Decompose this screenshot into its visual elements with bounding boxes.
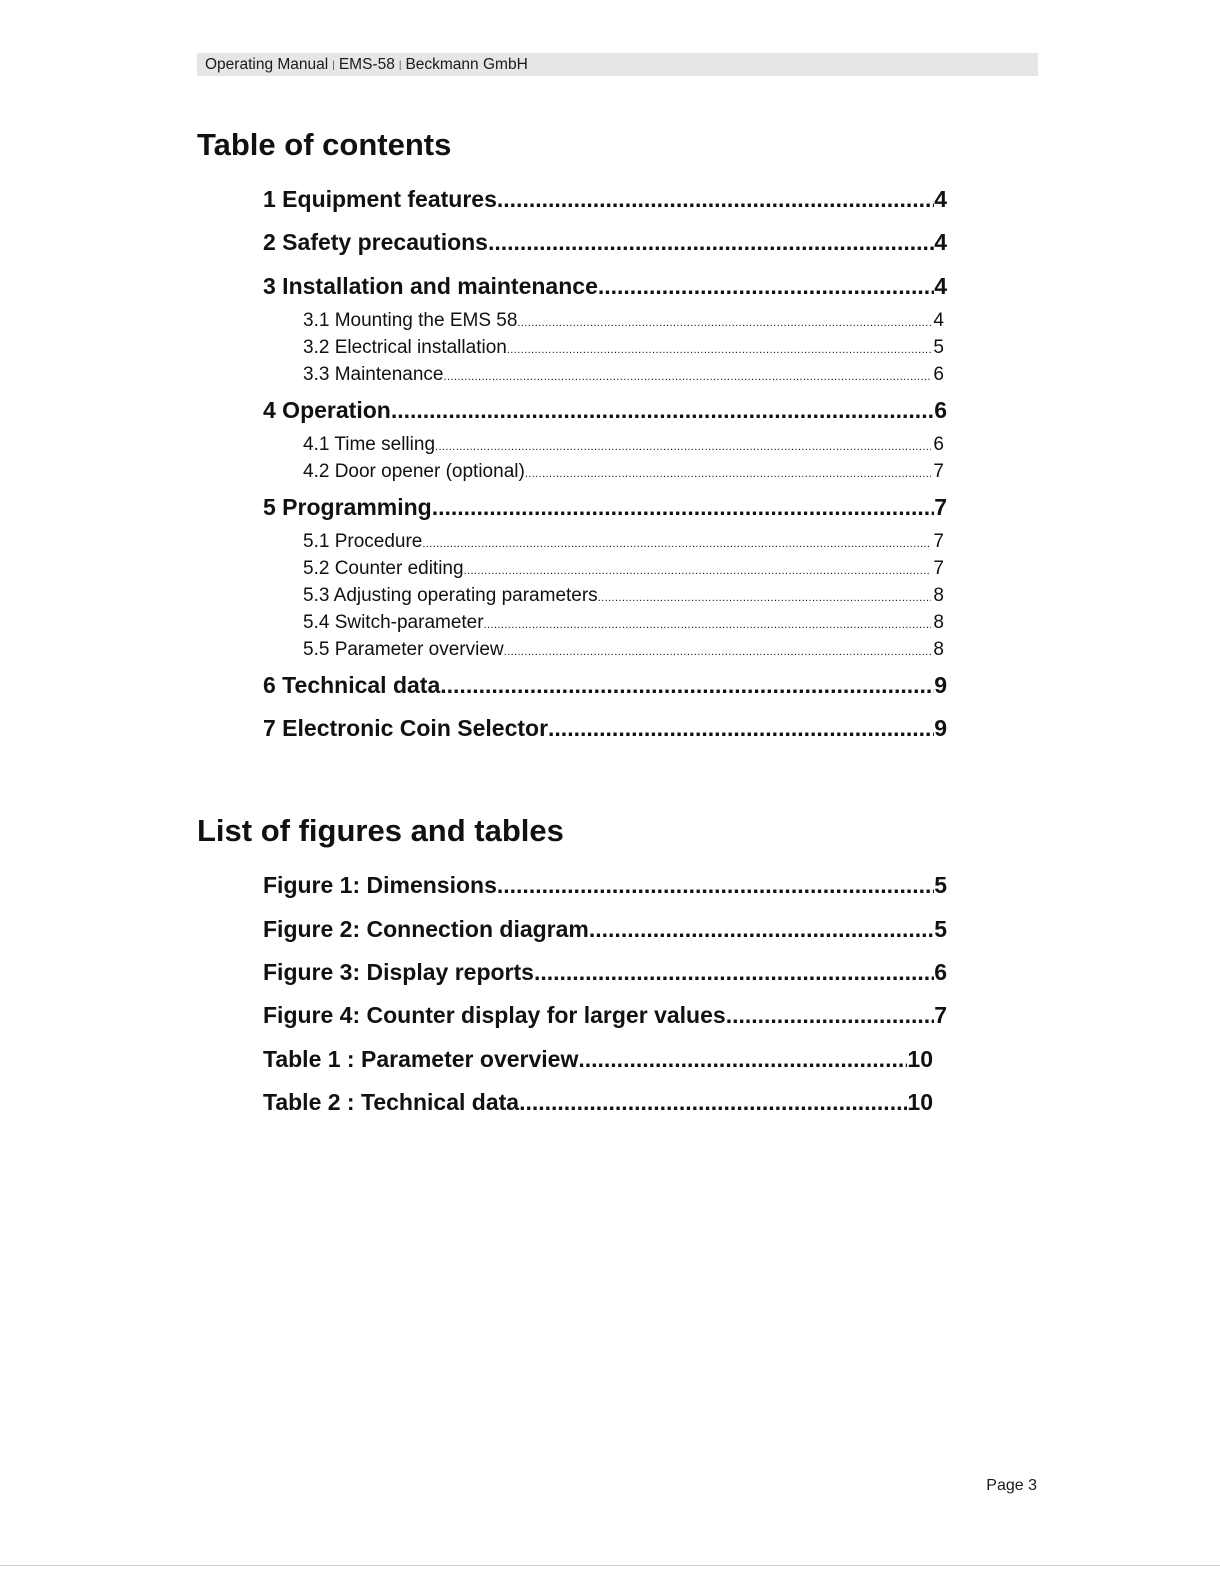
toc-entry-equipment-features[interactable]	[263, 184, 947, 214]
toc-entry-maintenance[interactable]	[303, 363, 944, 387]
toc-entry-mounting[interactable]	[303, 309, 944, 333]
toc-entry-page: 5	[933, 337, 944, 358]
toc-entry-label: 1 Equipment features	[263, 186, 497, 212]
figure-entry-connection-diagram[interactable]	[263, 914, 947, 944]
toc-entry-page: 7	[933, 531, 944, 552]
toc-entry-page: 9	[934, 672, 947, 698]
header-separator: |	[332, 60, 335, 71]
dot-leader	[578, 1044, 907, 1074]
table-entry-parameter-overview[interactable]	[263, 1044, 933, 1074]
toc-entry-operation[interactable]	[263, 395, 947, 425]
figure-entry-label: Figure 1: Dimensions	[263, 872, 497, 898]
toc-entry-page: 8	[933, 612, 944, 633]
figure-entry-counter-display[interactable]	[263, 1000, 947, 1030]
dot-leader	[589, 914, 934, 944]
toc-entry-label: 7 Electronic Coin Selector	[263, 715, 549, 741]
table-entry-page: 10	[907, 1046, 933, 1072]
toc-entry-page: 4	[934, 186, 947, 212]
running-header	[197, 53, 1038, 76]
toc-entry-page: 6	[933, 434, 944, 455]
dot-leader	[598, 586, 932, 608]
dot-leader	[598, 271, 934, 301]
toc-entry-label: 3.1 Mounting the EMS 58	[303, 310, 518, 331]
dot-leader	[432, 492, 934, 522]
toc-entry-installation-maintenance[interactable]	[263, 271, 947, 301]
dot-leader	[484, 613, 932, 635]
toc-entry-label: 3.3 Maintenance	[303, 364, 444, 385]
page-number: Page 3	[986, 1477, 1037, 1494]
header-company: Beckmann GmbH	[405, 56, 528, 73]
table-entry-technical-data[interactable]	[263, 1087, 933, 1117]
dot-leader	[444, 365, 932, 387]
dot-leader	[519, 1087, 907, 1117]
dot-leader	[391, 395, 934, 425]
dot-leader	[440, 670, 934, 700]
toc-entry-page: 7	[933, 558, 944, 579]
toc-entry-technical-data[interactable]	[263, 670, 947, 700]
toc-title: Table of contents	[197, 127, 452, 162]
toc-entry-page: 4	[934, 273, 947, 299]
table-entry-label: Table 2 : Technical data	[263, 1089, 520, 1115]
toc-entry-label: 4 Operation	[263, 397, 391, 423]
toc-entry-safety-precautions[interactable]	[263, 227, 947, 257]
header-document-type: Operating Manual	[205, 56, 329, 73]
toc-entry-page: 9	[934, 715, 947, 741]
dot-leader	[525, 462, 932, 484]
toc-entry-procedure[interactable]	[303, 530, 944, 554]
toc-entry-electronic-coin-selector[interactable]	[263, 713, 947, 743]
toc-entry-label: 5.4 Switch-parameter	[303, 612, 484, 633]
dot-leader	[726, 1000, 935, 1030]
figure-entry-label: Figure 2: Connection diagram	[263, 916, 589, 942]
toc-entry-label: 5.2 Counter editing	[303, 558, 464, 579]
figure-entry-page: 5	[934, 916, 947, 942]
toc-entry-label: 3.2 Electrical installation	[303, 337, 507, 358]
dot-leader	[534, 957, 934, 987]
toc-entry-label: 6 Technical data	[263, 672, 441, 698]
toc-entry-page: 4	[933, 310, 944, 331]
toc-entry-label: 5.1 Procedure	[303, 531, 423, 552]
figure-entry-label: Figure 4: Counter display for larger values	[263, 1002, 726, 1028]
toc-entry-electrical-installation[interactable]	[303, 336, 944, 360]
toc-entry-label: 5.3 Adjusting operating parameters	[303, 585, 598, 606]
dot-leader	[464, 559, 932, 581]
toc-entry-label: 3 Installation and maintenance	[263, 273, 598, 299]
toc-entry-page: 6	[934, 397, 947, 423]
toc-entry-page: 8	[933, 585, 944, 606]
table-entry-page: 10	[907, 1089, 933, 1115]
dot-leader	[548, 713, 934, 743]
header-separator: |	[398, 60, 402, 71]
dot-leader	[497, 870, 934, 900]
dot-leader	[488, 227, 934, 257]
toc-entry-programming[interactable]	[263, 492, 947, 522]
toc-entry-page: 8	[933, 639, 944, 660]
dot-leader	[517, 311, 931, 333]
toc-entry-counter-editing[interactable]	[303, 557, 944, 581]
figure-entry-page: 6	[934, 959, 947, 985]
toc-entry-label: 2 Safety precautions	[263, 229, 488, 255]
toc-entry-parameter-overview[interactable]	[303, 638, 944, 662]
figure-entry-dimensions[interactable]	[263, 870, 947, 900]
figure-entry-page: 7	[934, 1002, 947, 1028]
toc-entry-label: 5.5 Parameter overview	[303, 639, 504, 660]
dot-leader	[435, 435, 931, 457]
toc-entry-page: 6	[933, 364, 944, 385]
toc-entry-time-selling[interactable]	[303, 433, 944, 457]
toc-entry-label: 4.1 Time selling	[303, 434, 436, 455]
figure-entry-display-reports[interactable]	[263, 957, 947, 987]
page-bottom-edge	[0, 1565, 1220, 1566]
toc-entry-page: 7	[934, 494, 947, 520]
figures-title: List of figures and tables	[197, 813, 564, 848]
dot-leader	[497, 184, 934, 214]
toc-entry-page: 4	[934, 229, 947, 255]
table-entry-label: Table 1 : Parameter overview	[263, 1046, 579, 1072]
header-product: EMS-58	[338, 56, 395, 73]
figure-entry-page: 5	[934, 872, 947, 898]
toc-entry-door-opener[interactable]	[303, 460, 944, 484]
dot-leader	[507, 338, 932, 360]
figure-entry-label: Figure 3: Display reports	[263, 959, 534, 985]
dot-leader	[422, 532, 931, 554]
toc-entry-page: 7	[933, 461, 944, 482]
toc-entry-label: 4.2 Door opener (optional)	[303, 461, 525, 482]
dot-leader	[504, 640, 932, 662]
toc-entry-switch-parameter[interactable]	[303, 611, 944, 635]
toc-entry-adjusting-parameters[interactable]	[303, 584, 944, 608]
toc-entry-label: 5 Programming	[263, 494, 432, 520]
